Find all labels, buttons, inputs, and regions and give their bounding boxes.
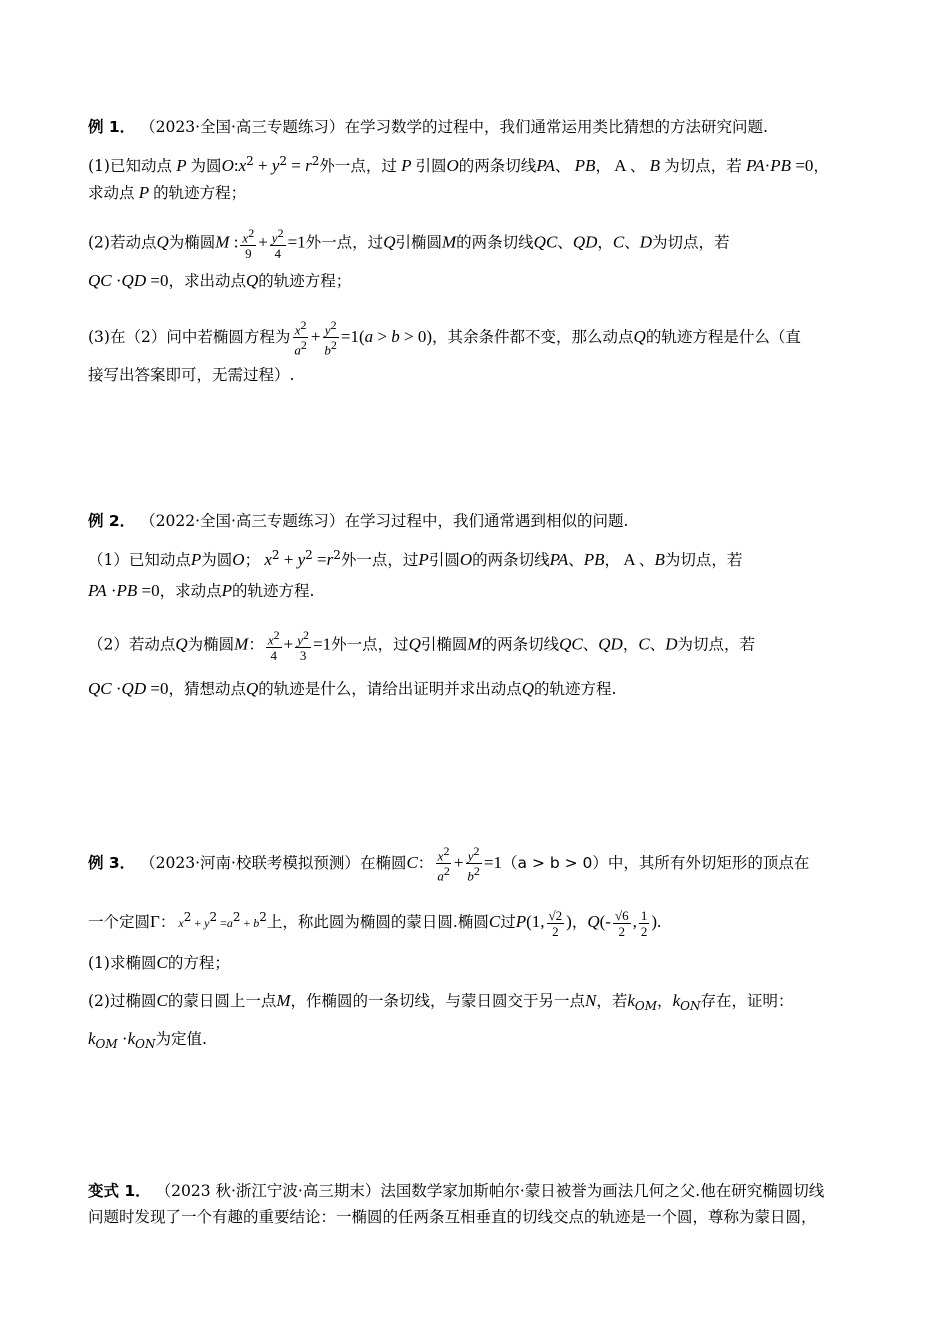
ex2-text: 引圆 bbox=[428, 551, 460, 570]
ex2-text: 为切点，若 bbox=[664, 551, 743, 570]
ex3-source: （2023·河南·校联考模拟预测） bbox=[140, 853, 360, 872]
var1-line1 bbox=[88, 1180, 862, 1202]
ex3-label: 例 3． bbox=[88, 853, 136, 872]
ex2-text: （2）若动点 bbox=[88, 635, 176, 654]
ex1-text: 的轨迹方程是什么（直 bbox=[645, 327, 801, 346]
ex2-text: 外一点，过 bbox=[340, 551, 419, 570]
ex1-text: 接写出答案即可，无需过程）. bbox=[88, 366, 295, 384]
ex1-text: 为切点，若 bbox=[652, 233, 730, 252]
ex3-q2-line2: $k_{OM} \cdot k_{ON}$为定值. bbox=[88, 1029, 207, 1052]
ex2-source: （2022·全国·高三专题练习） bbox=[140, 512, 345, 530]
ex2-text: 的两条切线 bbox=[481, 635, 560, 654]
ex3-text: 上，称此圆为椭圆的蒙日圆.椭圆 bbox=[266, 913, 489, 932]
ex1-part1-line1: (1)已知动点 P 为圆$O:x^2 + y^2 = r^2$外一点，过 P 引圆O的两条切线PA、 PB， A 、 B 为切点，若 PA·PB =0， bbox=[88, 154, 829, 176]
ex2-text: 为圆 bbox=[201, 551, 233, 570]
ex2-part1-line1: （1）已知动点P为圆O； $x^2 + y^2 =r^2$外一点，过P引圆O的两条切线PA、PB， A 、B为切点，若 bbox=[88, 548, 743, 570]
ex3-line2: 一个定圆Γ： $x^2 + y^2 =a^2 + b^2$上，称此圆为椭圆的蒙日圆.椭圆C过P(1, $\frac{√2}{2}$ )，Q(- $\frac{√6}{2}$ , $\frac{1}{2}$ ). bbox=[88, 907, 662, 939]
ex1-intro: 在学习数学的过程中，我们通常运用类比猜想的方法研究问题. bbox=[344, 118, 768, 136]
ex1-text: ，其余条件都不变，那么动点 bbox=[432, 327, 634, 346]
ex2-text: ，求动点 bbox=[159, 582, 222, 600]
ex3-text: ，若 bbox=[596, 992, 628, 1010]
ex2-part2-line1: （2）若动点Q为椭圆M： $\frac{x^2}{4}$ + $\frac{y^2}{3}$ =1外一点，过Q引椭圆M的两条切线QC、QD，C、D为切点，若 bbox=[88, 628, 755, 664]
ex1-text: 求动点 bbox=[88, 184, 135, 202]
ex2-text: 为椭圆 bbox=[187, 635, 235, 654]
ex3-q1: (1)求椭圆C的方程； bbox=[88, 953, 230, 972]
var1-text: 问题时发现了一个有趣的重要结论：一椭圆的任两条互相垂直的切线交点的轨迹是一个圆，尊称为蒙日圆， bbox=[88, 1208, 817, 1226]
var1-line2 bbox=[88, 1206, 862, 1228]
ex1-text: (3)在（2）问中若椭圆方程为 bbox=[88, 327, 291, 346]
ex2-heading bbox=[88, 510, 862, 532]
ex1-text: 引椭圆 bbox=[395, 233, 442, 252]
ex2-text: 的轨迹是什么，请给出证明并求出动点 bbox=[258, 680, 522, 698]
ex2-text: ，猜想动点 bbox=[168, 680, 246, 698]
ex2-text: 的两条切线 bbox=[472, 551, 550, 570]
ex3-text: 的蒙日圆上一点 bbox=[167, 992, 277, 1010]
ex3-text: 中，其所有外切矩形的顶点在 bbox=[607, 853, 810, 872]
ex1-text: 的轨迹方程； bbox=[153, 184, 247, 202]
ex2-text: 的轨迹方程. bbox=[534, 680, 617, 698]
ex3-text: 在椭圆 bbox=[359, 853, 407, 872]
ex2-text: 外一点，过 bbox=[331, 635, 409, 654]
ex3-text: 存在，证明： bbox=[700, 992, 794, 1010]
ex1-part2-line1: (2)若动点Q为椭圆M : $\frac{x^2}{9}$ + $\frac{y^2}{4}$ =1外一点，过Q引椭圆M的两条切线QC、QD，C、D为切点，若 bbox=[88, 226, 730, 262]
ex3-text: ，作椭圆的一条切线，与蒙日圆交于另一点 bbox=[290, 992, 586, 1010]
ex1-label: 例 1． bbox=[88, 118, 136, 136]
ex1-part2-line2: QC ·QD =0，求出动点Q的轨迹方程； bbox=[88, 271, 352, 290]
ex3-q2-line1: (2)过椭圆C的蒙日圆上一点M，作椭圆的一条切线，与蒙日圆交于另一点N，若$k_{OM}$，$k_{ON}$存在，证明： bbox=[88, 991, 794, 1014]
ex2-intro: 在学习过程中，我们通常遇到相似的问题. bbox=[344, 512, 629, 530]
ex2-text: （1）已知动点 bbox=[88, 551, 191, 570]
ex3-text: 过 bbox=[500, 913, 516, 932]
ex1-text: 的两条切线 bbox=[456, 233, 534, 252]
ex1-text: 引圆 bbox=[415, 157, 447, 176]
ex1-text: 为切点，若 bbox=[664, 157, 742, 176]
ex1-text: 为圆 bbox=[190, 157, 222, 176]
ex2-label: 例 2． bbox=[88, 512, 136, 530]
ex3-text: 为定值. bbox=[155, 1030, 207, 1048]
var1-source: （2023 秋·浙江宁波·高三期末） bbox=[155, 1182, 381, 1200]
ex1-text: 外一点，过 bbox=[319, 157, 397, 176]
ex2-text: 为切点，若 bbox=[677, 635, 755, 654]
ex1-text: (1)已知动点 bbox=[88, 157, 172, 176]
ex2-part1-line2: PA ·PB =0，求动点P的轨迹方程. bbox=[88, 581, 315, 600]
ex1-part3-line2 bbox=[88, 364, 862, 386]
var1-text: 法国数学家加斯帕尔·蒙日被誉为画法几何之父.他在研究椭圆切线 bbox=[380, 1182, 825, 1200]
ex1-text: 外一点，过 bbox=[305, 233, 384, 252]
ex3-text: 的方程； bbox=[167, 954, 230, 972]
ex2-text: 的轨迹方程. bbox=[232, 582, 315, 600]
ex1-text: 为椭圆 bbox=[168, 233, 216, 252]
ex2-text: 引椭圆 bbox=[420, 635, 468, 654]
ex2-part2-line2: QC ·QD =0，猜想动点Q的轨迹是什么，请给出证明并求出动点Q的轨迹方程. bbox=[88, 679, 617, 698]
ex1-text: 的两条切线 bbox=[458, 157, 537, 176]
ex1-text: (2)若动点 bbox=[88, 233, 157, 252]
ex1-source: （2023·全国·高三专题练习） bbox=[140, 118, 345, 136]
ex1-heading bbox=[88, 116, 862, 138]
ex3-line1: 例 3． （2023·河南·校联考模拟预测）在椭圆C： $\frac{x^2}{a^2}$ + $\frac{y^2}{b^2}$ =1（a > b > 0）中，其所有外切矩形的顶点在 bbox=[88, 844, 810, 884]
ex1-part1-line2: 求动点 P 的轨迹方程； bbox=[88, 183, 247, 202]
var1-label: 变式 1． bbox=[88, 1182, 151, 1200]
ex1-part3-line1: (3)在（2）问中若椭圆方程为 $\frac{x^2}{a^2}$ + $\frac{y^2}{b^2}$ =1(a > b > 0)，其余条件都不变，那么动点Q的轨迹方程是什么（直 bbox=[88, 318, 801, 358]
ex3-text: 一个定圆 bbox=[88, 913, 151, 932]
ex3-text: (1)求椭圆 bbox=[88, 954, 157, 972]
ex3-text: (2)过椭圆 bbox=[88, 992, 157, 1010]
ex1-text: ，求出动点 bbox=[168, 272, 246, 290]
ex1-text: 的轨迹方程； bbox=[258, 272, 352, 290]
